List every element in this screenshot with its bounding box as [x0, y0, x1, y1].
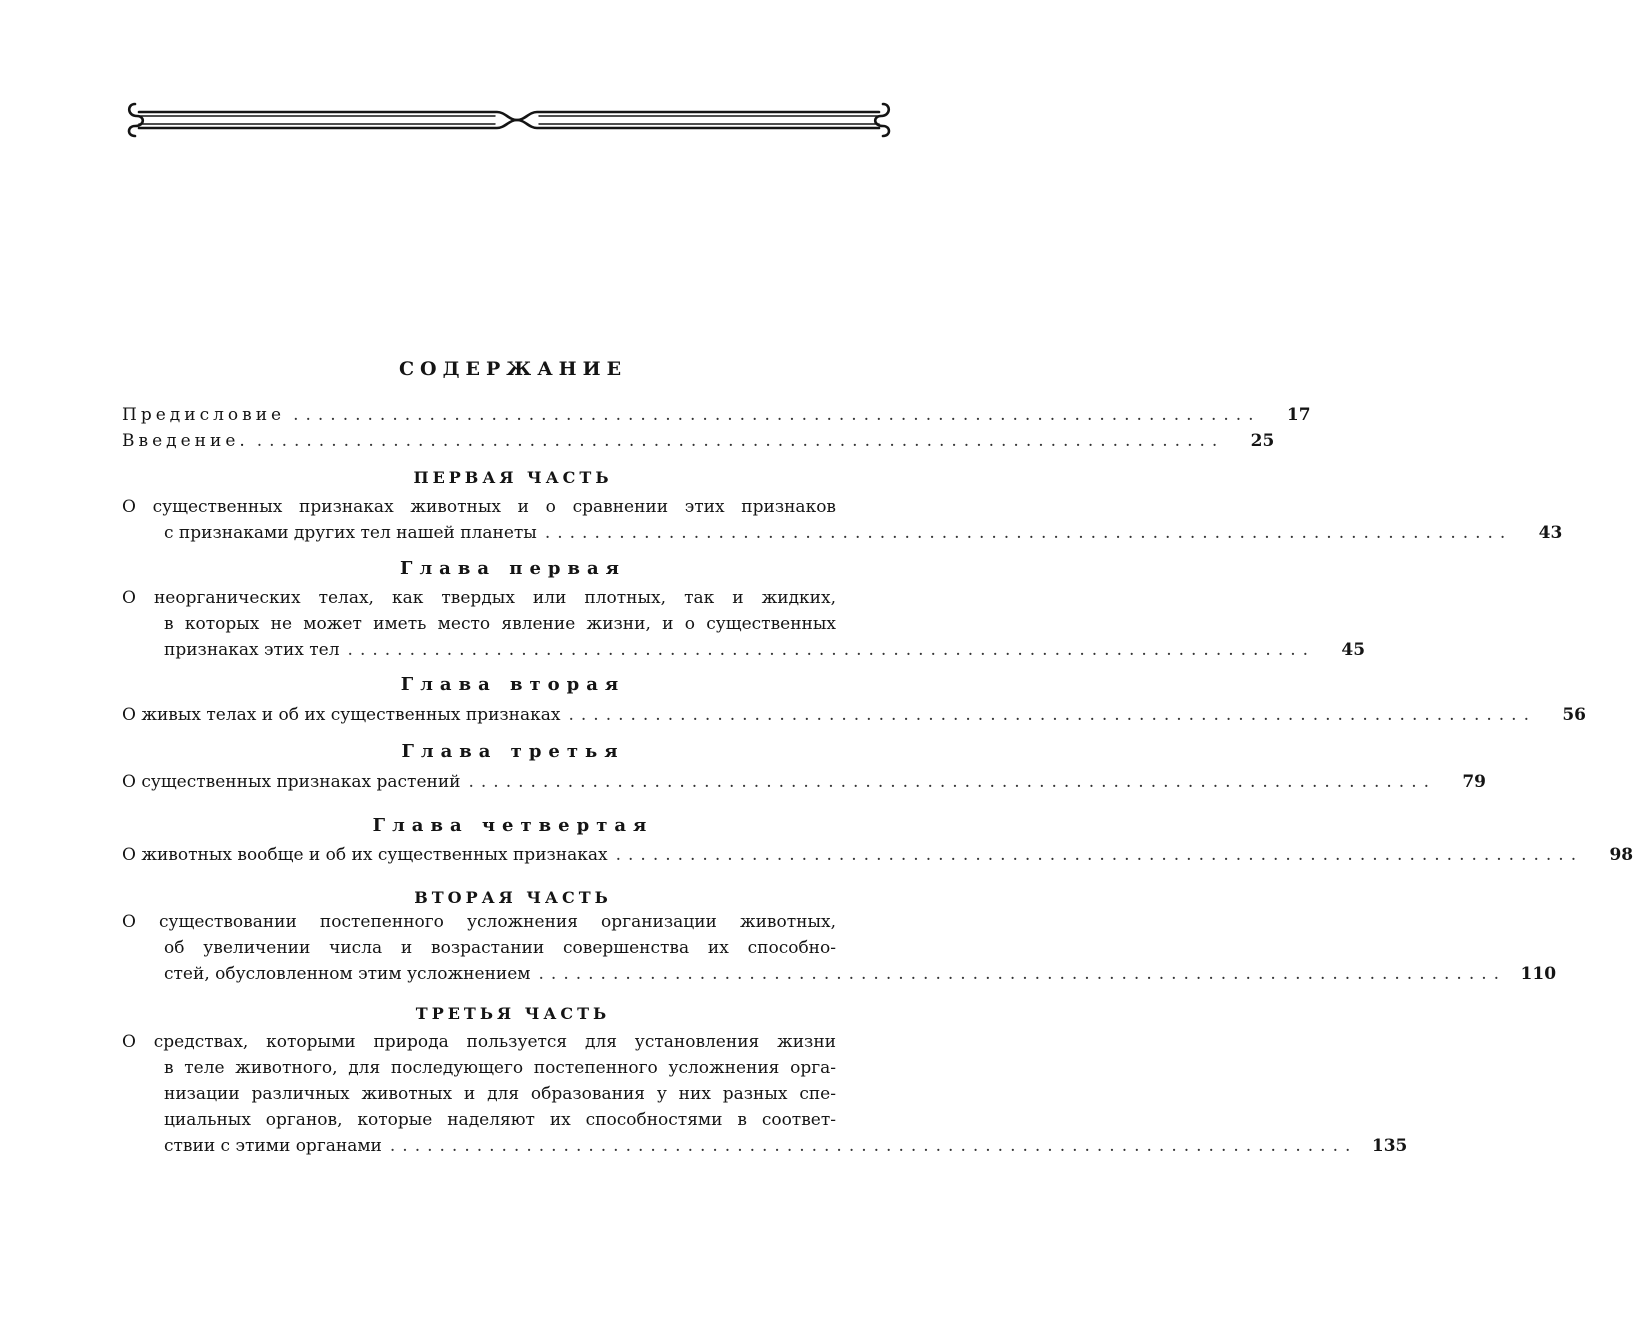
dot-leader: .............................................................................. — [293, 405, 1261, 425]
toc-entry-label: Предисловие — [122, 405, 286, 425]
dot-leader: .............................................................................. — [468, 772, 1436, 792]
dot-leader: .............................................................................. — [568, 705, 1536, 725]
toc-entry-line: об увеличении числа и возрастании совершенства их способно- — [164, 938, 836, 958]
toc-entry-line: низации различных животных и для образования у них разных спе- — [164, 1084, 836, 1104]
part-heading: ТРЕТЬЯ ЧАСТЬ — [415, 1004, 611, 1023]
page-title: СОДЕРЖАНИЕ — [398, 358, 628, 380]
toc-entry-introduction[interactable] — [122, 428, 1275, 454]
toc-entry-label: О животных вообще и об их существенных признаках — [122, 845, 608, 865]
toc-entry[interactable] — [122, 702, 1586, 728]
toc-entry-line: О средствах, которыми природа пользуется для установления жизни — [122, 1032, 836, 1052]
toc-entry-label: стей, обусловленном этим усложнением — [164, 964, 531, 984]
toc-entry-label: с признаками других тел нашей планеты — [164, 523, 537, 543]
toc-entry-line: в теле животного, для последующего постепенного усложнения орга- — [164, 1058, 836, 1078]
dot-leader: .............................................................................. — [389, 1136, 1358, 1156]
dot-leader: .............................................................................. — [544, 523, 1513, 543]
dot-leader: .............................................................................. — [538, 964, 1507, 984]
chapter-heading: Глава третья — [401, 741, 625, 762]
toc-entry-line: О неорганических телах, как твердых или плотных, так и жидких, — [122, 588, 836, 608]
chapter-heading: Глава четвертая — [372, 815, 654, 836]
toc-entry-line: О существовании постепенного усложнения организации животных, — [122, 912, 836, 932]
toc-page-number: 43 — [1538, 523, 1563, 543]
toc-entry-line: в которых не может иметь место явление жизни, и о существенных — [164, 614, 836, 634]
toc-page-number: 135 — [1371, 1136, 1408, 1156]
toc-page-number: 56 — [1562, 705, 1586, 725]
toc-entry[interactable] — [122, 1029, 1408, 1159]
toc-entry[interactable] — [122, 842, 1633, 868]
dot-leader: .............................................................................. — [256, 431, 1225, 451]
toc-page-number: 98 — [1609, 845, 1633, 865]
toc-entry-label: О существенных признаках растений — [122, 772, 461, 792]
toc-entry-preface[interactable] — [122, 402, 1311, 428]
ornamental-rule — [125, 96, 893, 142]
toc-entry-label: признаках этих тел — [164, 640, 340, 660]
part-heading: ПЕРВАЯ ЧАСТЬ — [413, 468, 613, 487]
toc-page-number: 17 — [1286, 405, 1311, 425]
toc-entry-line: циальных органов, которые наделяют их способностями в соответ- — [164, 1110, 836, 1130]
toc-entry-label: О живых телах и об их существенных признаках — [122, 705, 561, 725]
dot-leader: .............................................................................. — [615, 845, 1584, 865]
chapter-heading: Глава вторая — [400, 674, 626, 695]
toc-entry[interactable] — [122, 769, 1486, 795]
toc-page-number: 45 — [1341, 640, 1366, 660]
toc-page-number: 25 — [1250, 431, 1275, 451]
toc-entry-line: О существенных признаках животных и о сравнении этих признаков — [122, 497, 836, 517]
dot-leader: .............................................................................. — [347, 640, 1316, 660]
toc-entry[interactable] — [122, 909, 1557, 987]
chapter-heading: Глава первая — [400, 558, 626, 579]
toc-page-number: 79 — [1462, 772, 1486, 792]
toc-page-number: 110 — [1520, 964, 1557, 984]
toc-entry[interactable] — [122, 585, 1366, 663]
toc-entry-label: ствии с этими органами — [164, 1136, 382, 1156]
part-heading: ВТОРАЯ ЧАСТЬ — [414, 888, 612, 907]
toc-entry-label: Введение. — [122, 431, 249, 451]
toc-entry[interactable] — [122, 494, 1563, 546]
